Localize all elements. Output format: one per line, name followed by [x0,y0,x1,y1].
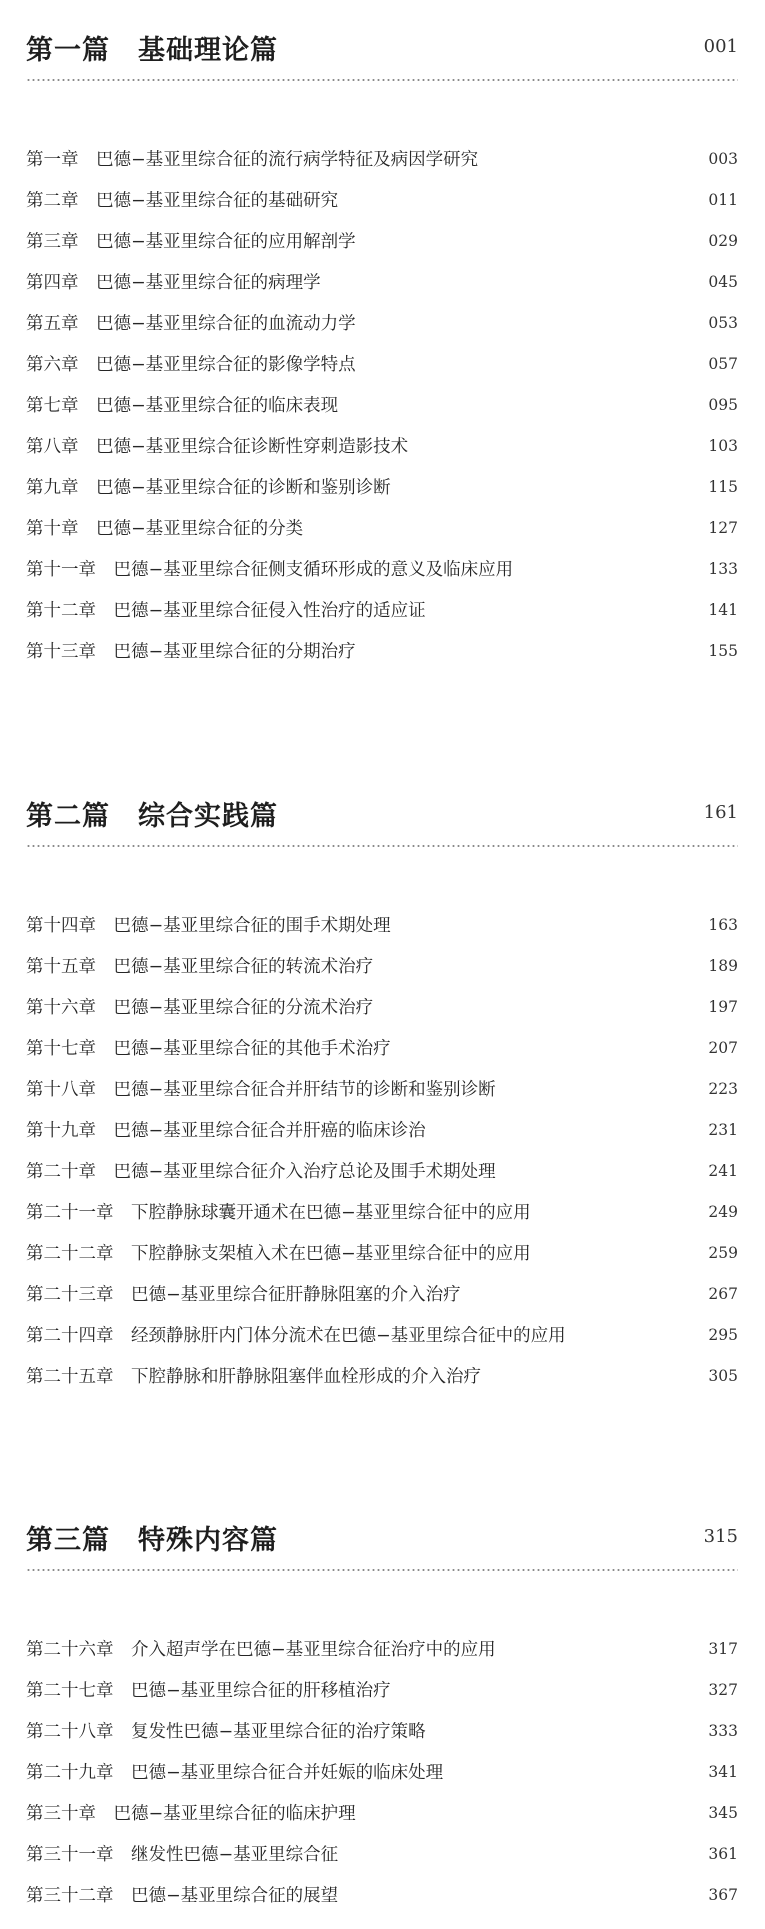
chapter-page-number: 127 [708,519,738,537]
dotted-divider [26,79,738,81]
chapter-title: 第十一章 巴德−基亚里综合征侧支循环形成的意义及临床应用 [26,560,514,580]
chapter-entry[interactable] [26,269,738,310]
part-title: 第一篇 基础理论篇 [26,35,278,66]
chapter-title: 第十三章 巴德−基亚里综合征的分期治疗 [26,642,356,662]
chapter-page-number: 141 [708,601,738,619]
chapter-page-number: 267 [708,1285,738,1303]
chapter-title: 第七章 巴德−基亚里综合征的临床表现 [26,396,339,416]
chapter-entry[interactable] [26,515,738,556]
chapter-title: 第五章 巴德−基亚里综合征的血流动力学 [26,314,356,334]
chapter-entry[interactable] [26,1363,738,1404]
chapter-title: 第二十六章 介入超声学在巴德−基亚里综合征治疗中的应用 [26,1640,496,1660]
chapter-title: 第十二章 巴德−基亚里综合征侵入性治疗的适应证 [26,601,426,621]
part-header[interactable] [26,22,738,72]
chapter-title: 第十四章 巴德−基亚里综合征的围手术期处理 [26,916,391,936]
chapter-entry[interactable] [26,556,738,597]
chapter-entry[interactable] [26,1035,738,1076]
chapter-page-number: 207 [708,1039,738,1057]
dotted-divider [26,1569,738,1571]
chapter-page-number: 241 [708,1162,738,1180]
chapter-entry[interactable] [26,1677,738,1718]
chapter-title: 第三十章 巴德−基亚里综合征的临床护理 [26,1804,356,1824]
chapter-list [26,146,738,679]
chapter-entry[interactable] [26,228,738,269]
chapter-page-number: 361 [708,1845,738,1863]
chapter-page-number: 189 [708,957,738,975]
chapter-title: 第一章 巴德−基亚里综合征的流行病学特征及病因学研究 [26,150,479,170]
chapter-page-number: 327 [708,1681,738,1699]
chapter-entry[interactable] [26,1199,738,1240]
chapter-page-number: 095 [708,396,738,414]
chapter-page-number: 305 [708,1367,738,1385]
chapter-entry[interactable] [26,1718,738,1759]
chapter-page-number: 029 [708,232,738,250]
chapter-page-number: 231 [708,1121,738,1139]
chapter-page-number: 295 [708,1326,738,1344]
chapter-entry[interactable] [26,1322,738,1363]
chapter-title: 第六章 巴德−基亚里综合征的影像学特点 [26,355,356,375]
part-header[interactable] [26,788,738,838]
chapter-page-number: 011 [708,191,738,209]
chapter-title: 第二十九章 巴德−基亚里综合征合并妊娠的临床处理 [26,1763,444,1783]
chapter-title: 第三十二章 巴德−基亚里综合征的展望 [26,1886,339,1906]
chapter-title: 第二章 巴德−基亚里综合征的基础研究 [26,191,339,211]
chapter-entry[interactable] [26,187,738,228]
chapter-entry[interactable] [26,146,738,187]
chapter-title: 第二十四章 经颈静脉肝内门体分流术在巴德−基亚里综合征中的应用 [26,1326,566,1346]
chapter-title: 第二十二章 下腔静脉支架植入术在巴德−基亚里综合征中的应用 [26,1244,531,1264]
chapter-entry[interactable] [26,433,738,474]
chapter-page-number: 197 [708,998,738,1016]
chapter-entry[interactable] [26,1158,738,1199]
part-title: 第二篇 综合实践篇 [26,801,278,832]
part-page-number: 315 [703,1526,738,1547]
chapter-title: 第二十一章 下腔静脉球囊开通术在巴德−基亚里综合征中的应用 [26,1203,531,1223]
chapter-page-number: 249 [708,1203,738,1221]
chapter-entry[interactable] [26,1076,738,1117]
chapter-entry[interactable] [26,351,738,392]
chapter-entry[interactable] [26,1800,738,1841]
chapter-page-number: 345 [708,1804,738,1822]
chapter-page-number: 003 [708,150,738,168]
chapter-title: 第十章 巴德−基亚里综合征的分类 [26,519,304,539]
chapter-title: 第四章 巴德−基亚里综合征的病理学 [26,273,321,293]
dotted-divider [26,845,738,847]
chapter-entry[interactable] [26,1281,738,1322]
chapter-title: 第十七章 巴德−基亚里综合征的其他手术治疗 [26,1039,391,1059]
part-section [26,22,738,662]
chapter-page-number: 155 [708,642,738,660]
chapter-title: 第三十一章 继发性巴德−基亚里综合征 [26,1845,339,1865]
chapter-entry[interactable] [26,1240,738,1281]
chapter-entry[interactable] [26,1882,738,1923]
chapter-title: 第十九章 巴德−基亚里综合征合并肝癌的临床诊治 [26,1121,426,1141]
part-header[interactable] [26,1512,738,1562]
chapter-entry[interactable] [26,994,738,1035]
chapter-page-number: 367 [708,1886,738,1904]
chapter-title: 第二十七章 巴德−基亚里综合征的肝移植治疗 [26,1681,391,1701]
chapter-title: 第九章 巴德−基亚里综合征的诊断和鉴别诊断 [26,478,391,498]
part-page-number: 161 [703,802,738,823]
chapter-page-number: 223 [708,1080,738,1098]
chapter-entry[interactable] [26,392,738,433]
chapter-title: 第八章 巴德−基亚里综合征诊断性穿刺造影技术 [26,437,409,457]
chapter-page-number: 163 [708,916,738,934]
chapter-entry[interactable] [26,597,738,638]
chapter-title: 第十六章 巴德−基亚里综合征的分流术治疗 [26,998,374,1018]
part-page-number: 001 [703,36,738,57]
chapter-list [26,1636,738,1923]
chapter-page-number: 045 [708,273,738,291]
chapter-entry[interactable] [26,1636,738,1677]
part-section [26,788,738,1387]
chapter-entry[interactable] [26,638,738,679]
chapter-title: 第十五章 巴德−基亚里综合征的转流术治疗 [26,957,374,977]
chapter-page-number: 103 [708,437,738,455]
chapter-entry[interactable] [26,953,738,994]
chapter-title: 第二十章 巴德−基亚里综合征介入治疗总论及围手术期处理 [26,1162,496,1182]
chapter-entry[interactable] [26,1117,738,1158]
chapter-page-number: 115 [708,478,738,496]
chapter-page-number: 133 [708,560,738,578]
chapter-page-number: 317 [708,1640,738,1658]
chapter-entry[interactable] [26,474,738,515]
chapter-entry[interactable] [26,310,738,351]
chapter-page-number: 259 [708,1244,738,1262]
part-section [26,1512,738,1906]
chapter-page-number: 057 [708,355,738,373]
chapter-entry[interactable] [26,1841,738,1882]
chapter-list [26,912,738,1404]
chapter-entry[interactable] [26,1759,738,1800]
part-title: 第三篇 特殊内容篇 [26,1525,278,1556]
chapter-title: 第三章 巴德−基亚里综合征的应用解剖学 [26,232,356,252]
chapter-title: 第二十三章 巴德−基亚里综合征肝静脉阻塞的介入治疗 [26,1285,461,1305]
chapter-page-number: 053 [708,314,738,332]
chapter-title: 第十八章 巴德−基亚里综合征合并肝结节的诊断和鉴别诊断 [26,1080,496,1100]
chapter-page-number: 333 [708,1722,738,1740]
chapter-title: 第二十八章 复发性巴德−基亚里综合征的治疗策略 [26,1722,426,1742]
chapter-page-number: 341 [708,1763,738,1781]
chapter-entry[interactable] [26,912,738,953]
chapter-title: 第二十五章 下腔静脉和肝静脉阻塞伴血栓形成的介入治疗 [26,1367,481,1387]
